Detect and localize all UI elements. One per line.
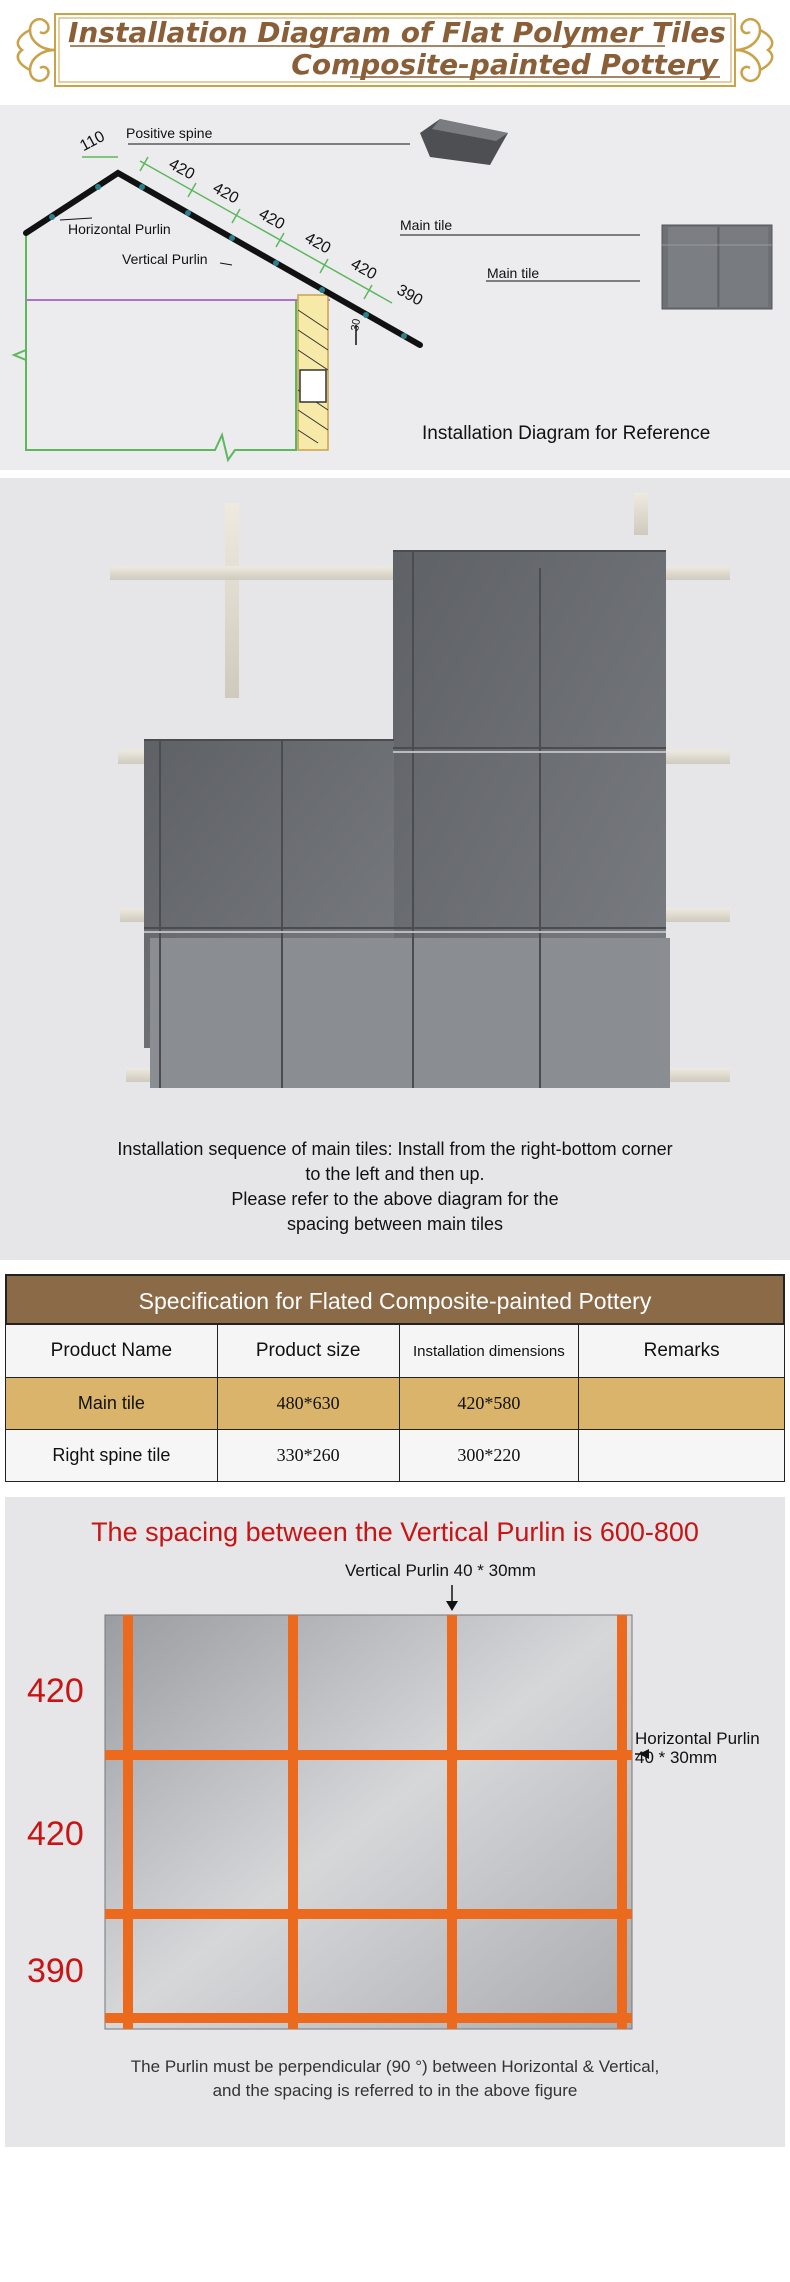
reference-caption: Installation Diagram for Reference (422, 423, 711, 444)
caption-line: spacing between main tiles (286, 1214, 504, 1234)
table-title: Specification for Flated Composite-painted Pottery (5, 1274, 785, 1325)
purlin-spacing-section (5, 1497, 785, 2147)
dimension-label: 110 (77, 128, 108, 156)
right-ornament-icon (735, 19, 772, 81)
small-dimension-label: 30 (349, 317, 364, 333)
caption-line: to the left and then up. (305, 1164, 485, 1184)
table-cell: 480*630 (218, 1378, 400, 1430)
ridge-cap-icon (420, 119, 508, 165)
arrow-down-icon (446, 1601, 458, 1611)
purlin-note-line: and the spacing is referred to in the above figure (212, 2081, 578, 2100)
table-row (5, 1378, 785, 1430)
dimension-label: 420 (209, 179, 242, 208)
dimension-label: 420 (301, 229, 334, 258)
row-dimension-label: 390 (27, 1952, 84, 1990)
vertical-purlin-label: Vertical Purlin (122, 251, 208, 267)
tile-installation-photo-section (0, 478, 790, 1260)
table-cell: Right spine tile (6, 1430, 218, 1482)
purlin-spacing-title: The spacing between the Vertical Purlin is 600-800 (91, 1517, 699, 1547)
column-header: Product Name (6, 1325, 218, 1378)
horizontal-purlin-label-line: 40 * 30mm (635, 1748, 718, 1767)
specification-table (5, 1274, 785, 1482)
purlin-note-line: The Purlin must be perpendicular (90 °) between Horizontal & Vertical, (130, 2057, 660, 2076)
header-title-line1: Installation Diagram of Flat Polymer Tiles (68, 16, 726, 49)
dimension-label: 420 (255, 205, 288, 234)
page-header (0, 0, 790, 100)
horizontal-purlin-dimension-label (635, 1729, 760, 1767)
column-header: Product size (218, 1325, 400, 1378)
tile-installation-photo (0, 478, 790, 1118)
table-cell: 330*260 (218, 1430, 400, 1482)
purlin-note (5, 2055, 785, 2103)
caption-line: Please refer to the above diagram for the (231, 1189, 559, 1209)
table-cell: Main tile (6, 1378, 218, 1430)
main-tile-label-1: Main tile (400, 217, 453, 233)
dimension-label: 420 (347, 255, 380, 284)
table-row (5, 1430, 785, 1482)
left-ornament-icon (18, 19, 55, 81)
dimension-label: 420 (165, 155, 198, 184)
table-cell: 420*580 (400, 1378, 580, 1430)
table-cell: 300*220 (400, 1430, 580, 1482)
main-tile-label-2: Main tile (487, 265, 540, 281)
roof-diagram-section (0, 105, 790, 470)
row-dimension-label: 420 (27, 1672, 84, 1710)
main-tile-icon (662, 225, 772, 309)
column-header: Installation dimensions (400, 1325, 580, 1378)
caption-line: Installation sequence of main tiles: Install from the right-bottom corner (117, 1139, 673, 1159)
positive-spine-label: Positive spine (126, 125, 213, 141)
horizontal-purlin-label: Horizontal Purlin (68, 221, 171, 237)
table-cell (579, 1378, 785, 1430)
vertical-purlin-dimension-label: Vertical Purlin 40 * 30mm (345, 1561, 536, 1580)
row-dimension-label: 420 (27, 1815, 84, 1853)
installation-sequence-caption (0, 1137, 790, 1237)
purlin-grid-figure (5, 1497, 785, 2057)
roof-diagram (0, 105, 790, 470)
dimension-label: 390 (393, 281, 426, 310)
horizontal-purlin-label-line: Horizontal Purlin (635, 1729, 760, 1748)
column-header: Remarks (579, 1325, 785, 1378)
table-cell (579, 1430, 785, 1482)
header-title-line2: Composite-painted Pottery (291, 48, 718, 81)
table-header-row (5, 1325, 785, 1378)
